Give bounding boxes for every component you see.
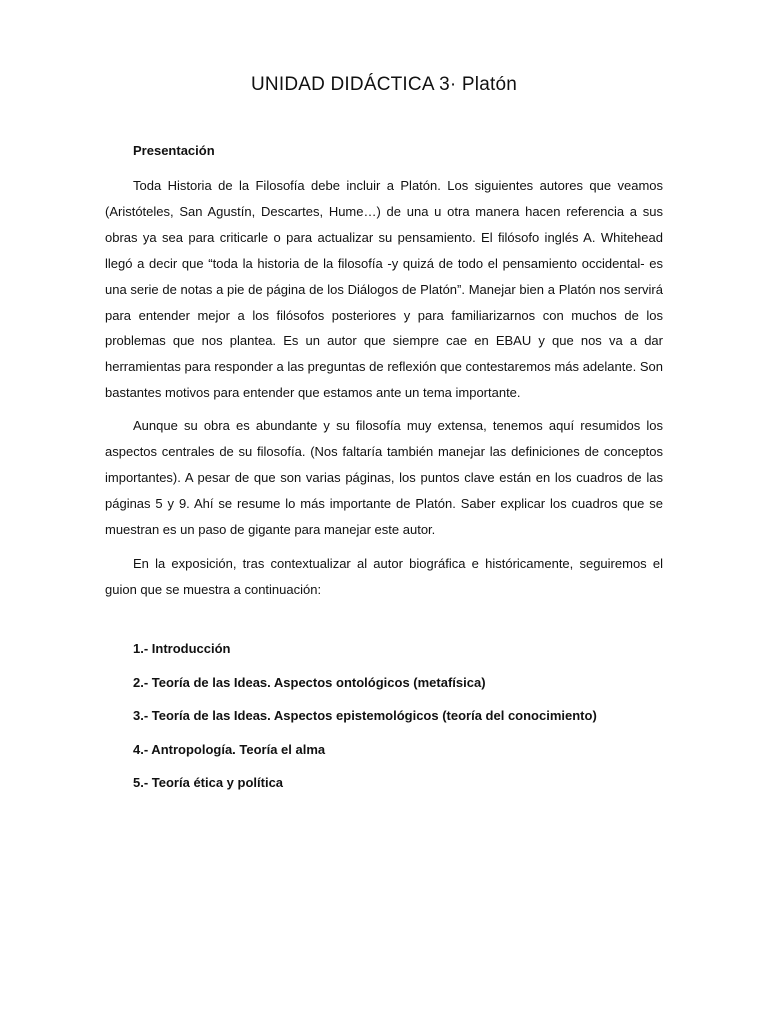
outline-item: 4.- Antropología. Teoría el alma [133, 741, 326, 757]
paragraph-intro: Toda Historia de la Filosofía debe incluir a Platón. Los siguientes autores que veamos (Aristóteles, San Agustín, Descartes, Hume…) de una u otra manera hacen referencia a sus obras ya sea para criticarle o para actualizar su pensamiento. El filósofo inglés A. Whitehead llegó a decir que “toda la historia de la filosofía -y quizá de todo el pensamiento occidental- es una serie de notas a pie de página de los Diálogos de Platón”. Manejar bien a Platón nos servirá para entender mejor a los filósofos posteriores y para familiarizarnos con muchos de los problemas que nos plantea. Es un autor que siempre cae en EBAU y que nos va a dar herramientas para responder a las preguntas de reflexión que contestaremos más adelante. Son bastantes motivos para entender que estamos ante un tema importante. [105, 178, 663, 401]
outline-item: 5.- Teoría ética y política [133, 775, 284, 790]
document-title: UNIDAD DIDÁCTICA 3· Platón [251, 74, 517, 95]
topic-outline-list [133, 638, 597, 806]
outline-item: 2.- Teoría de las Ideas. Aspectos ontológicos (metafísica) [133, 674, 486, 690]
outline-item: 1.- Introducción [133, 641, 231, 656]
paragraph-exposition: En la exposición, tras contextualizar al autor biográfica e históricamente, seguiremos el guion que se muestra a continuación: [105, 556, 663, 597]
paragraph-summary: Aunque su obra es abundante y su filosofía muy extensa, tenemos aquí resumidos los aspectos centrales de su filosofía. (Nos faltaría también manejar las definiciones de conceptos importantes). A pesar de que son varias páginas, los puntos clave están en los cuadros de las páginas 5 y 9. Ahí se resume lo más importante de Platón. Saber explicar los cuadros que se muestran es un paso de gigante para manejar este autor. [105, 418, 663, 537]
section-heading-presentacion: Presentación [133, 143, 215, 158]
outline-item: 3.- Teoría de las Ideas. Aspectos epistemológicos (teoría del conocimiento) [133, 708, 597, 723]
